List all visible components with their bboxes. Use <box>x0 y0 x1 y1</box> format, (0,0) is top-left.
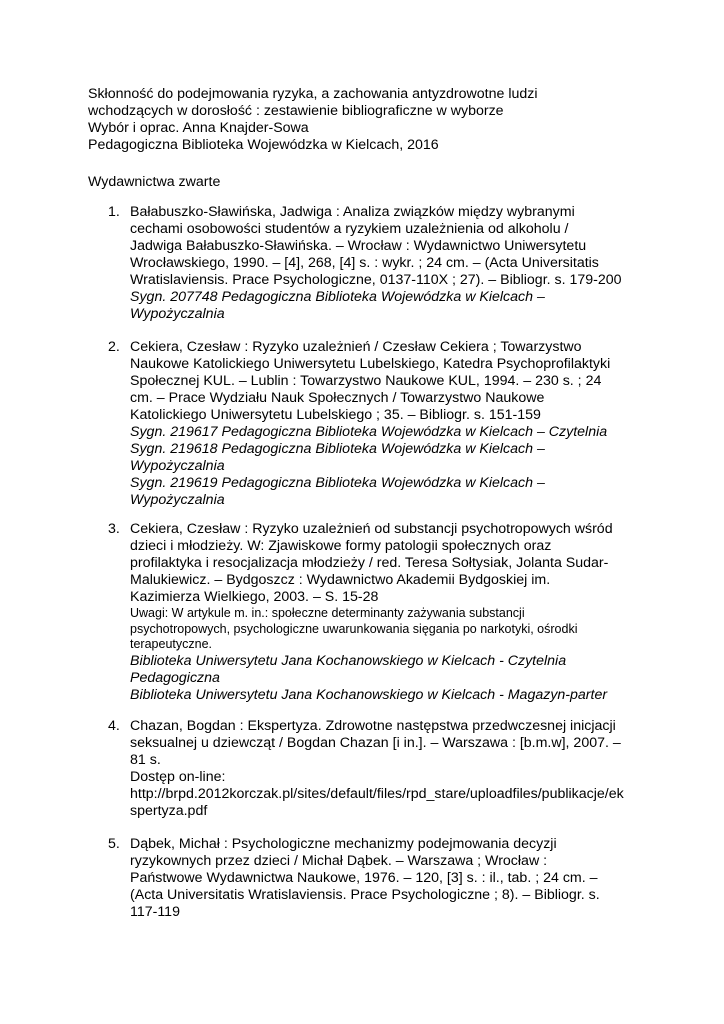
entry-line: cechami osobowości studentów a ryzykiem uzależnienia od alkoholu / <box>130 221 569 237</box>
entry-body <box>130 836 650 921</box>
location-line: Biblioteka Uniwersytetu Jana Kochanowskiego w Kielcach - Czytelnia <box>130 652 567 669</box>
document-header <box>88 86 688 154</box>
entry-line: 81 s. <box>130 752 161 768</box>
entry-number: 1. <box>108 204 120 220</box>
entry-line: Malukiewicz. – Bydgoszcz : Wydawnictwo Akademii Bydgoskiej im. <box>130 572 551 588</box>
entry-line: Cekiera, Czesław : Ryzyko uzależnień / Czesław Cekiera ; Towarzystwo <box>130 339 582 355</box>
entry-line: Cekiera, Czesław : Ryzyko uzależnień od substancji psychotropowych wśród <box>130 521 613 537</box>
entry-line: profilaktyka i resocjalizacja młodzieży / red. Teresa Sołtysiak, Jolanta Sudar- <box>130 555 609 571</box>
entry-line: ryzykownych przez dzieci / Michał Dąbek. – Warszawa ; Wrocław : <box>130 853 548 869</box>
entry-line: Wrocławskiego, 1990. – [4], 268, [4] s. : wykr. ; 24 cm. – (Acta Universitatis <box>130 255 599 271</box>
entry-body <box>130 339 650 509</box>
shelfmark-line: Sygn. 219618 Pedagogiczna Biblioteka Wojewódzka w Kielcach – <box>130 441 545 457</box>
title-line: wchodzących w dorosłość : zestawienie bibliograficzne w wyborze <box>88 103 504 119</box>
entry-line: Dąbek, Michał : Psychologiczne mechanizmy podejmowania decyzji <box>130 836 557 852</box>
entry-line: Społecznej KUL. – Lublin : Towarzystwo Naukowe KUL, 1994. – 230 s. ; 24 <box>130 373 602 389</box>
entry-body <box>130 204 650 323</box>
entry-body <box>130 521 650 704</box>
compiler-line: Wybór i oprac. Anna Knajder-Sowa <box>88 120 309 136</box>
url-line: http://brpd.2012korczak.pl/sites/default/files/rpd_stare/uploadfiles/publikacje/ek <box>130 786 624 802</box>
online-access-label: Dostęp on-line: <box>130 769 226 785</box>
entry-line: Chazan, Bogdan : Ekspertyza. Zdrowotne następstwa przedwczesnej inicjacji <box>130 718 616 734</box>
title-line: Skłonność do podejmowania ryzyka, a zachowania antyzdrowotne ludzi <box>88 86 538 102</box>
url-line: spertyza.pdf <box>130 803 208 819</box>
shelfmark-line: Wypożyczalnia <box>130 458 225 474</box>
entry-body <box>130 718 650 820</box>
entry-number: 4. <box>108 718 120 734</box>
entry-line: dzieci i młodzieży. W: Zjawiskowe formy patologii społecznych oraz <box>130 538 552 554</box>
entry-number: 3. <box>108 521 120 537</box>
entry-line: Katolickiego Uniwersytetu Lubelskiego ; 35. – Bibliogr. s. 151-159 <box>130 407 541 423</box>
entry-line: (Acta Universitatis Wratislaviensis. Prace Psychologiczne ; 8). – Bibliogr. s. <box>130 887 600 903</box>
entry-line: 117-119 <box>130 904 180 920</box>
entry-line: seksualnej u dziewcząt / Bogdan Chazan [i in.]. – Warszawa : [b.m.w], 2007. – <box>130 735 621 751</box>
note-line: psychotropowych, psychologiczne uwarunkowania sięgania po narkotyki, ośrodki <box>130 621 578 636</box>
entry-line: Państwowe Wydawnictwa Naukowe, 1976. – 120, [3] s. : il., tab. ; 24 cm. – <box>130 870 598 886</box>
shelfmark-line: Sygn. 219617 Pedagogiczna Biblioteka Wojewódzka w Kielcach – Czytelnia <box>130 424 608 440</box>
section-title: Wydawnictwa zwarte <box>88 174 221 190</box>
note-line: terapeutyczne. <box>130 637 212 651</box>
note-line: Uwagi: W artykule m. in.: społeczne determinanty zażywania substancji <box>130 606 525 620</box>
entry-number: 2. <box>108 339 120 355</box>
publisher-line: Pedagogiczna Biblioteka Wojewódzka w Kielcach, 2016 <box>88 137 439 153</box>
shelfmark-line: Sygn. 207748 Pedagogiczna Biblioteka Wojewódzka w Kielcach – <box>130 289 545 305</box>
entry-line: Naukowe Katolickiego Uniwersytetu Lubelskiego, Katedra Psychoprofilaktyki <box>130 356 611 372</box>
entry-number: 5. <box>108 836 120 852</box>
entry-line: cm. – Prace Wydziału Nauk Społecznych / Towarzystwo Naukowe <box>130 390 545 406</box>
shelfmark-line: Sygn. 219619 Pedagogiczna Biblioteka Wojewódzka w Kielcach – <box>130 475 545 491</box>
shelfmark-line: Wypożyczalnia <box>130 492 225 508</box>
entry-line: Kazimierza Wielkiego, 2003. – S. 15-28 <box>130 589 379 605</box>
shelfmark-line: Wypożyczalnia <box>130 306 225 322</box>
entry-line: Wratislaviensis. Prace Psychologiczne, 0137-110X ; 27). – Bibliogr. s. 179-200 <box>130 272 622 288</box>
location-line: Biblioteka Uniwersytetu Jana Kochanowskiego w Kielcach - Magazyn-parter <box>130 686 608 703</box>
entry-line: Bałabuszko-Sławińska, Jadwiga : Analiza związków między wybranymi <box>130 204 575 220</box>
entry-line: Jadwiga Bałabuszko-Sławińska. – Wrocław : Wydawnictwo Uniwersytetu <box>130 238 587 254</box>
location-line: Pedagogiczna <box>130 669 220 686</box>
